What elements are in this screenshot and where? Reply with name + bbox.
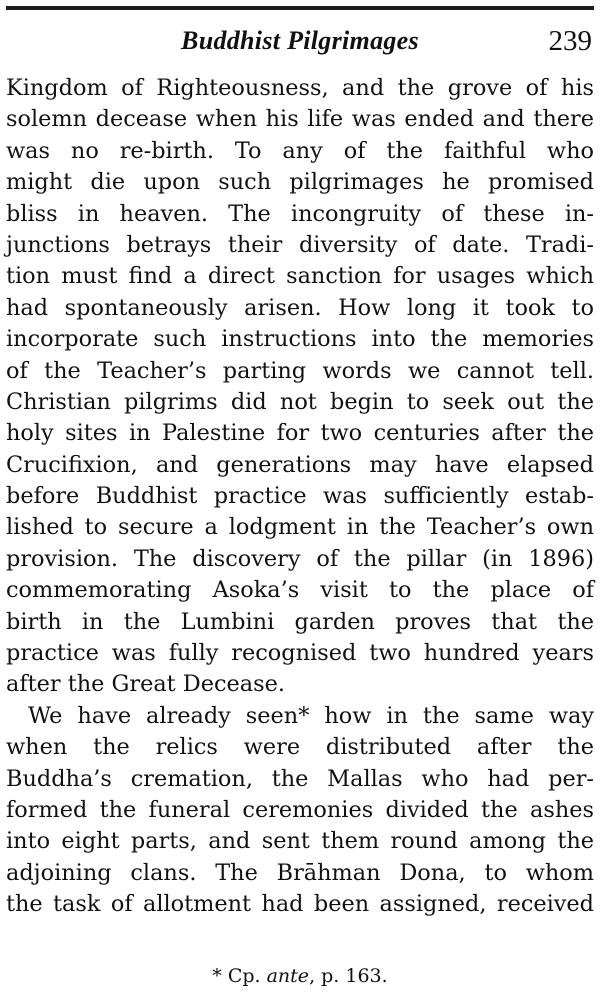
running-title: Buddhist Pilgrimages	[181, 26, 419, 55]
text-line: bliss in heaven. The incongruity of these in-	[6, 200, 594, 227]
footnote	[0, 963, 600, 989]
text-line: adjoining clans. The Brāhman Dona, to whom	[6, 859, 594, 886]
text-line: practice was fully recognised two hundred years	[6, 640, 594, 667]
text-line: Crucifixion, and generations may have elapsed	[6, 451, 594, 478]
text-line: when the relics were distributed after the	[6, 734, 594, 761]
text-line: solemn decease when his life was ended and there	[6, 106, 594, 133]
footnote-marker: * Cp.	[212, 965, 261, 987]
text-line: Christian pilgrims did not begin to seek out the	[6, 388, 594, 415]
text-line: tion must find a direct sanction for usages which	[6, 263, 594, 290]
text-line: Buddha’s cremation, the Mallas who had per-	[6, 765, 594, 792]
running-head	[0, 14, 600, 64]
text-line: Kingdom of Righteousness, and the grove of his	[6, 75, 594, 101]
paragraph-2	[6, 701, 594, 921]
text-line: into eight parts, and sent them round among the	[6, 828, 594, 855]
text-line: holy sites in Palestine for two centuries after the	[6, 420, 594, 447]
footnote-rest: , p. 163.	[309, 965, 388, 987]
footnote-ref: ante	[266, 965, 310, 987]
text-line: lished to secure a lodgment in the Teacher’s own	[6, 514, 594, 541]
text-line: before Buddhist practice was sufficiently estab-	[6, 483, 594, 510]
text-line: We have already seen* how in the same way	[28, 702, 594, 729]
text-line: might die upon such pilgrimages he promised	[6, 169, 594, 196]
header-rule	[6, 6, 594, 10]
text-line: of the Teacher’s parting words we cannot tell.	[6, 357, 594, 384]
text-line: formed the funeral ceremonies divided the ashes	[6, 796, 594, 823]
text-line: incorporate such instructions into the memories	[6, 326, 594, 353]
text-line: provision. The discovery of the pillar (in 1896)	[6, 545, 594, 572]
text-line: after the Great Decease.	[6, 671, 285, 698]
page-number: 239	[548, 25, 592, 57]
text-line: the task of allotment had been assigned, received	[6, 891, 594, 918]
text-line: birth in the Lumbini garden proves that the	[6, 608, 594, 635]
paragraph-1	[6, 73, 594, 701]
text-line: junctions betrays their diversity of date. Tradi-	[6, 231, 594, 258]
text-line: had spontaneously arisen. How long it took to	[6, 294, 594, 321]
body-text	[6, 73, 594, 921]
text-line: commemorating Asoka’s visit to the place of	[6, 577, 594, 604]
text-line: was no re-birth. To any of the faithful who	[6, 137, 594, 164]
